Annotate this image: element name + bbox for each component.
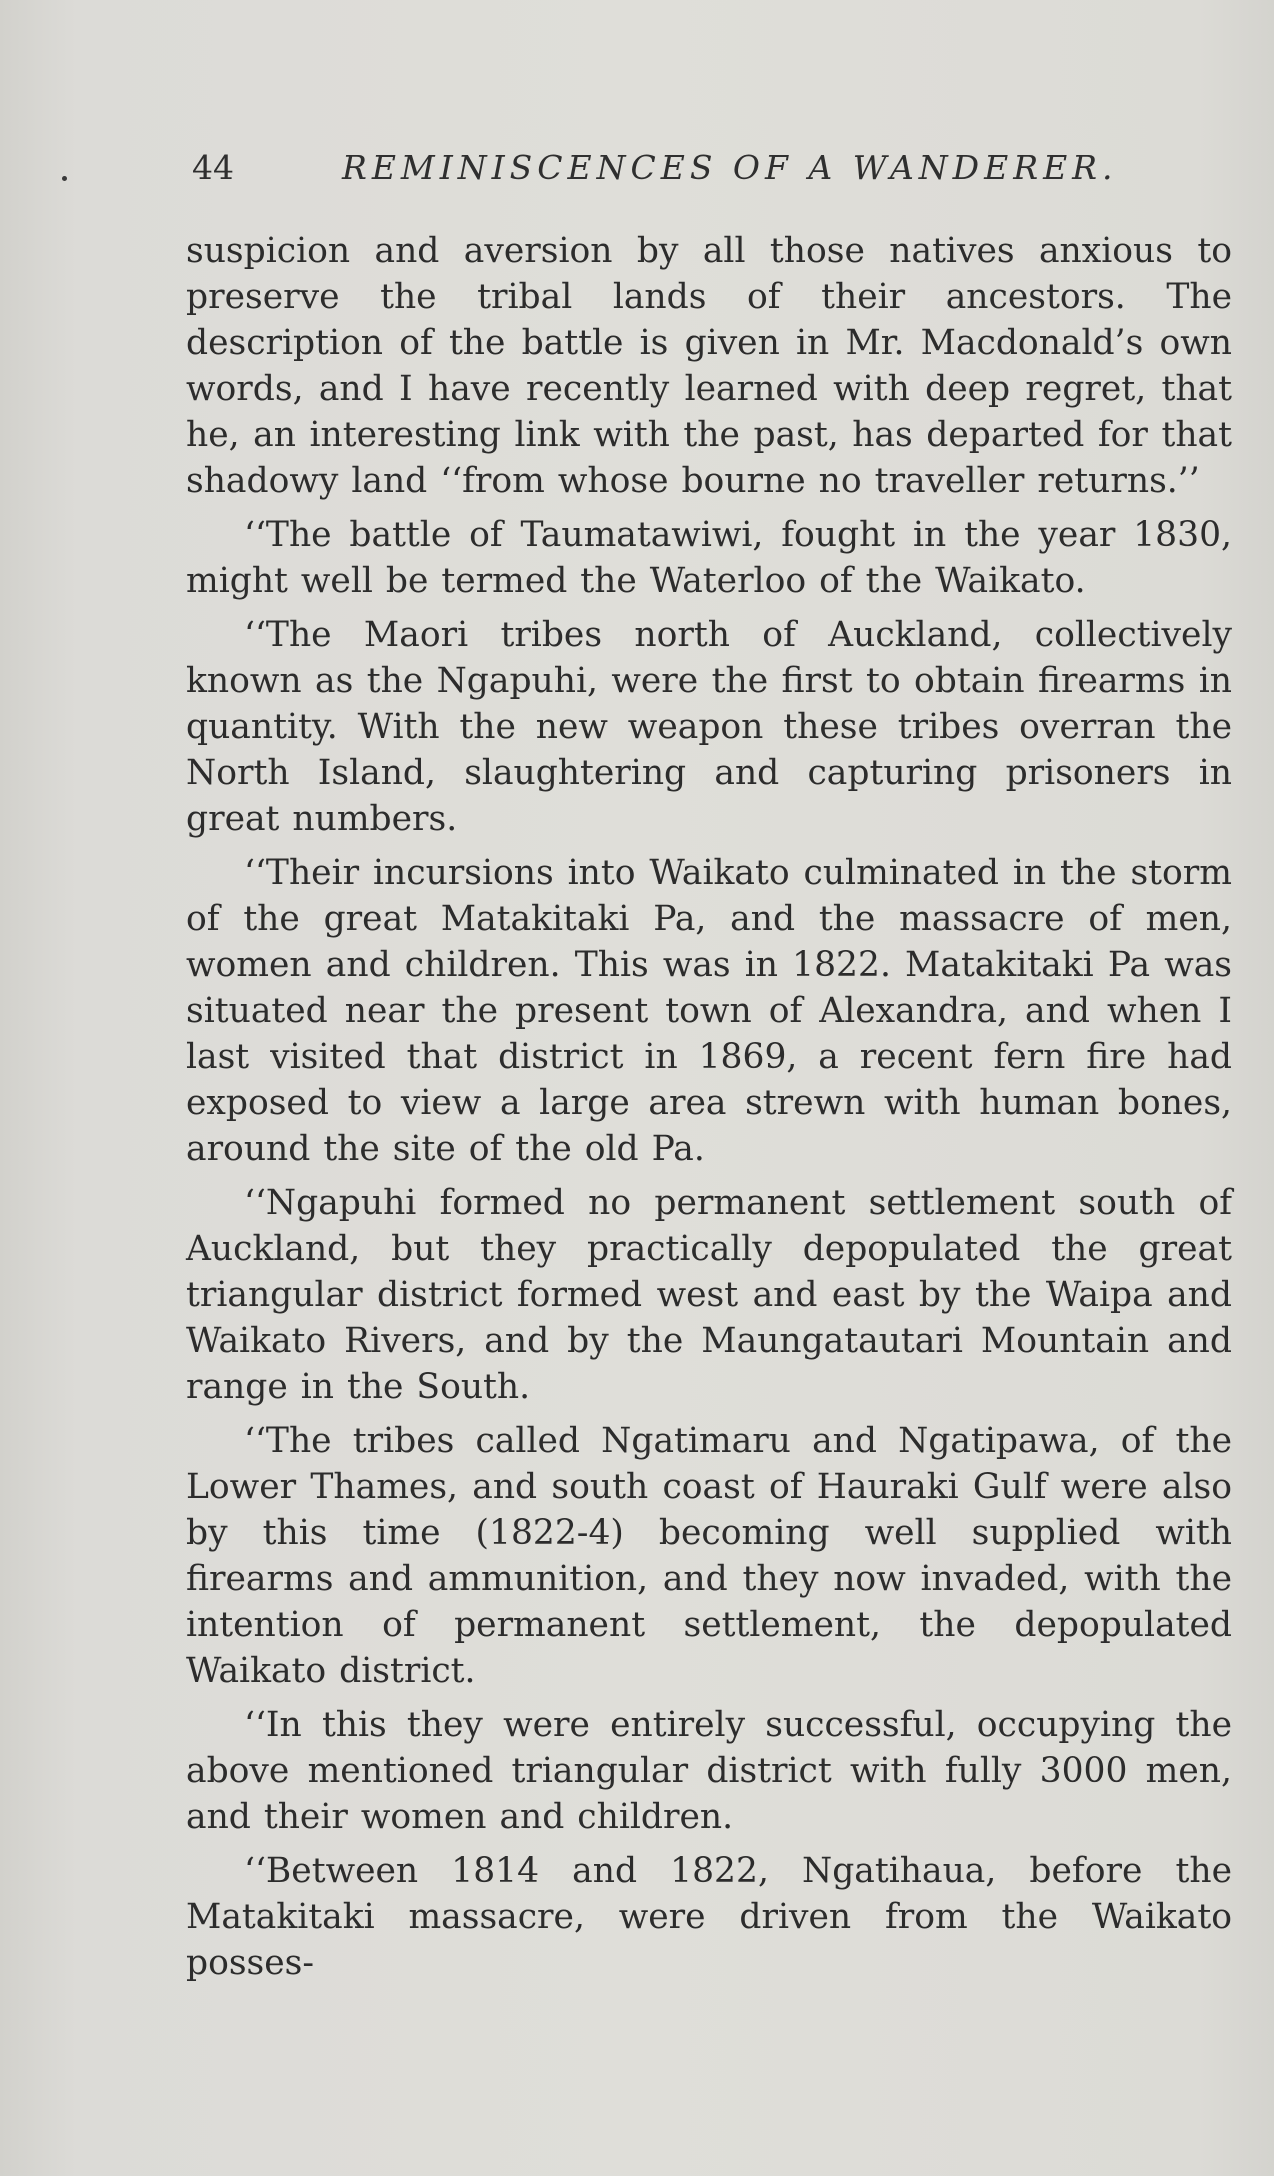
- paragraph-battle-intro: ‘‘The battle of Taumatawiwi, fought in the year 1830, might well be termed the Waterloo of the Waikato.: [186, 515, 1232, 601]
- paragraph-occupation: ‘‘In this they were entirely successful, occupying the above mentioned triangular district with fully 3000 men, and their women and children.: [186, 1705, 1232, 1837]
- running-head: [192, 148, 1118, 198]
- paragraph-ngatimaru: ‘‘The tribes called Ngatimaru and Ngatipawa, of the Lower Thames, and south coast of Hauraki Gulf were also by this time (1822-4) becoming well supplied with firearms and ammunition, and they now invaded, with the intention of permanent settlement, the depopulated Waikato district.: [186, 1421, 1232, 1691]
- margin-speck: [62, 176, 67, 181]
- paragraph-ngatihaua: ‘‘Between 1814 and 1822, Ngatihaua, before the Matakitaki massacre, were driven from the Waikato posses-: [186, 1851, 1232, 1983]
- running-title: REMINISCENCES OF A WANDERER.: [342, 148, 1118, 187]
- paragraph-continuation: suspicion and aversion by all those natives anxious to preserve the tribal lands of their ancestors. The description of the battle is given in Mr. Macdonald’s own words, and I have recently learned with deep regret, that he, an interesting link with the past, has departed for that shadowy land ‘‘from whose bourne no traveller returns.’’: [186, 231, 1232, 501]
- body-text: [186, 228, 1232, 1994]
- paragraph-depopulation: ‘‘Ngapuhi formed no permanent settlement south of Auckland, but they practically depopulated the great triangular district formed west and east by the Waipa and Waikato Rivers, and by the Maungatautari Mountain and range in the South.: [186, 1183, 1232, 1407]
- paragraph-matakitaki: ‘‘Their incursions into Waikato culminated in the storm of the great Matakitaki Pa, and the massacre of men, women and children. This was in 1822. Matakitaki Pa was situated near the present town of Alexandra, and when I last visited that district in 1869, a recent fern fire had exposed to view a large area strewn with human bones, around the site of the old Pa.: [186, 853, 1232, 1169]
- page-number: 44: [192, 148, 234, 187]
- paragraph-ngapuhi-firearms: ‘‘The Maori tribes north of Auckland, collectively known as the Ngapuhi, were the first to obtain firearms in quantity. With the new weapon these tribes overran the North Island, slaughtering and capturing prisoners in great numbers.: [186, 615, 1232, 839]
